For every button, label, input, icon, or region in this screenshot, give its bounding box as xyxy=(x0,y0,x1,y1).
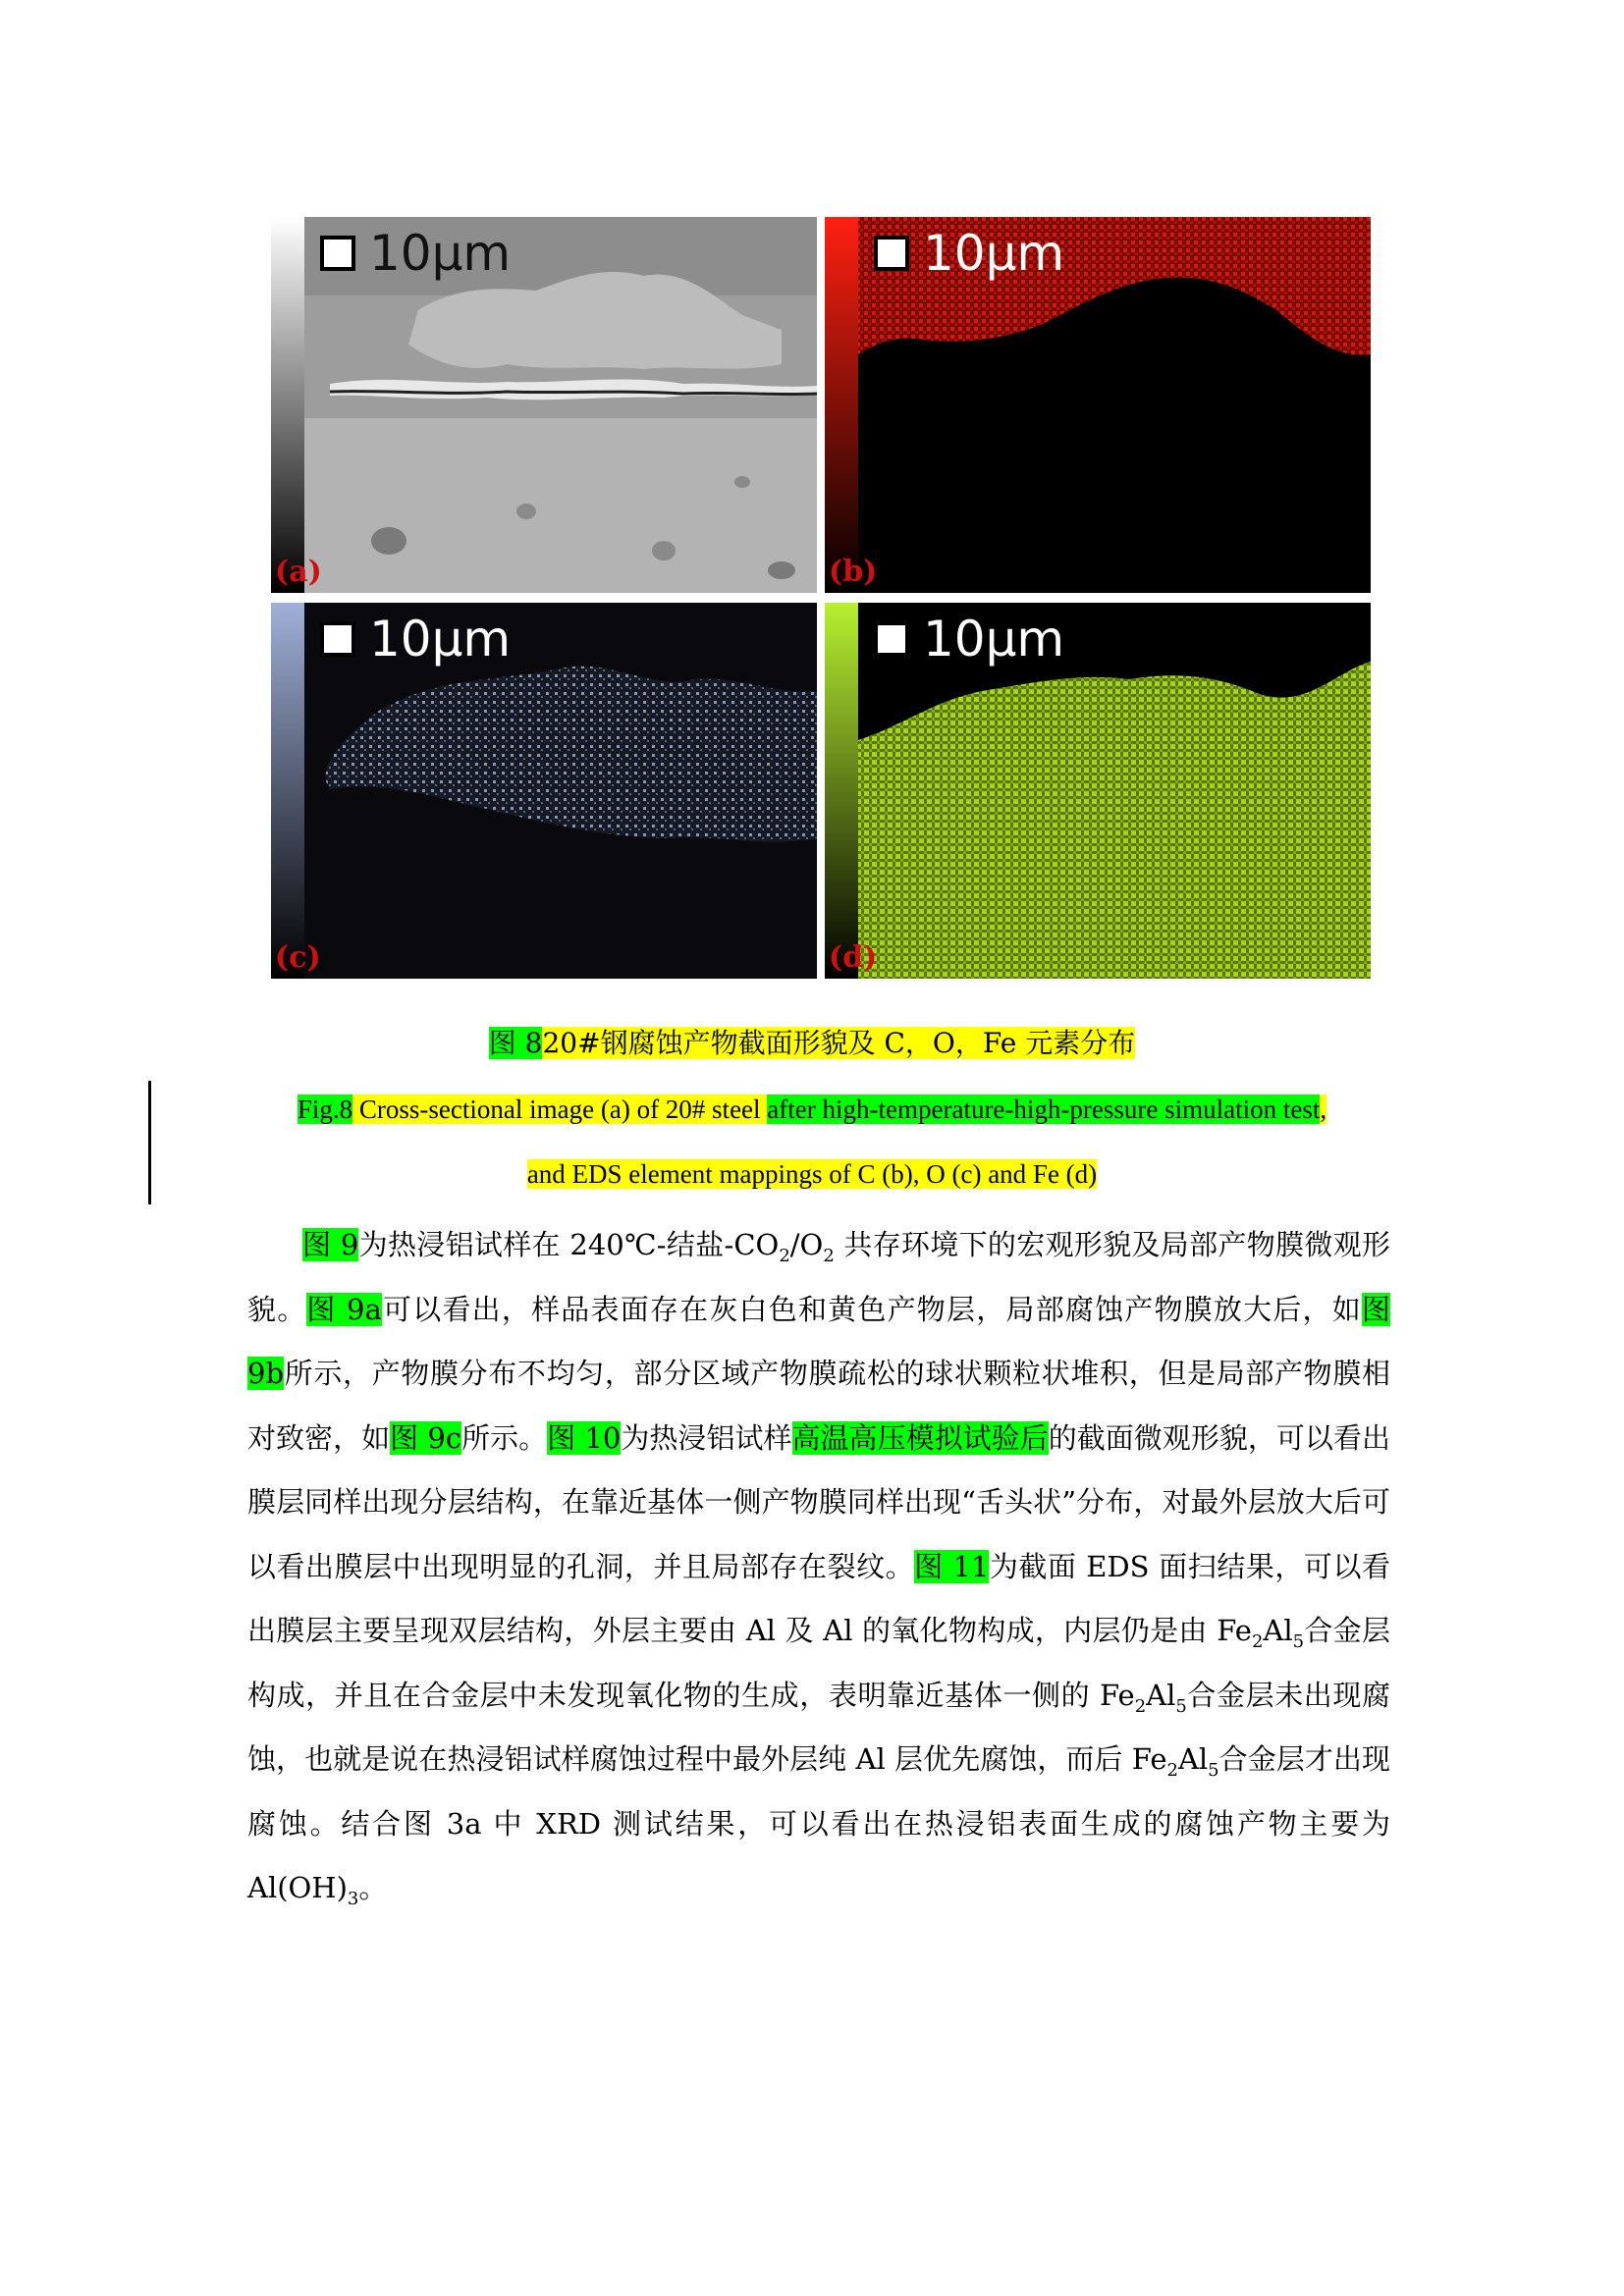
figure-ref: Fig.8 xyxy=(297,1095,353,1124)
figure-ref: 图 10 xyxy=(547,1420,622,1455)
subscript: 3 xyxy=(347,1888,359,1909)
text-run: 可以看出，样品表面存在灰白色和黄色产物层，局部腐蚀产物膜放大后，如 xyxy=(381,1292,1362,1326)
figure-ref: 图 9 xyxy=(302,1228,359,1261)
panel-b-carbon-map xyxy=(825,217,1371,593)
text-run: /O xyxy=(789,1228,824,1261)
figure-ref: 图 9b xyxy=(247,1292,1390,1390)
scale-bar xyxy=(874,225,1064,282)
panel-label: (b) xyxy=(829,555,878,589)
text-run: Al xyxy=(1263,1614,1293,1647)
subscript: 2 xyxy=(823,1245,835,1266)
panel-label: (c) xyxy=(275,940,321,975)
figure-ref: 图 9c xyxy=(390,1420,462,1455)
text-run: 合金层未出现腐蚀，也就是说在热浸铝试样腐蚀过程中最外层纯 Al 层优先腐蚀，而后 Fe xyxy=(247,1678,1390,1776)
subscript: 2 xyxy=(1166,1759,1178,1781)
scale-label: 10μm xyxy=(369,225,512,282)
scale-square-icon xyxy=(320,621,355,657)
panel-a-sem-image xyxy=(271,217,817,593)
caption-comma: , xyxy=(1320,1095,1327,1124)
subscript: 5 xyxy=(1292,1630,1305,1652)
text-run: 合金层才出现腐蚀。结合图 3a 中 XRD 测试结果，可以看出在热浸铝表面生成的腐蚀产物主要为 Al(OH) xyxy=(247,1742,1390,1904)
body-paragraph xyxy=(247,1213,1390,1921)
scale-square-icon xyxy=(874,236,909,271)
panel-label: (a) xyxy=(275,555,322,589)
scale-label: 10μm xyxy=(369,611,512,667)
subscript: 5 xyxy=(1208,1759,1219,1781)
text-run: 所示。 xyxy=(461,1420,548,1455)
text-highlight: 高温高压模拟试验后 xyxy=(791,1420,1049,1455)
figure-ref: 图 8 xyxy=(488,1027,543,1059)
subscript: 5 xyxy=(1175,1695,1187,1717)
caption-text: and EDS element mappings of C (b), O (c) and Fe (d) xyxy=(526,1159,1098,1189)
text-run: 共存环境下的宏观形貌及局部产物膜微观形貌。 xyxy=(247,1228,1390,1326)
text-run: 合金层构成，并且在合金层中未发现氧化物的生成，表明靠近基体一侧的 Fe xyxy=(247,1614,1390,1712)
text-run: 。 xyxy=(358,1871,388,1904)
text-run: Al xyxy=(1177,1742,1209,1776)
scale-label: 10μm xyxy=(923,225,1065,282)
figure-ref: 图 11 xyxy=(914,1549,990,1583)
scale-bar xyxy=(320,611,511,667)
subscript: 2 xyxy=(1251,1630,1264,1652)
panel-c-oxygen-map xyxy=(271,603,817,979)
subscript: 2 xyxy=(779,1245,790,1266)
text-run: 的截面微观形貌，可以看出膜层同样出现分层结构，在靠近基体一侧产物膜同样出现“舌头状”分布，对最外层放大后可以看出膜层中出现明显的孔洞，并且局部存在裂纹。 xyxy=(247,1420,1390,1583)
scale-square-icon xyxy=(320,236,355,271)
caption-text: 20#钢腐蚀产物截面形貌及 C，O，Fe 元素分布 xyxy=(542,1027,1136,1059)
caption-text: Cross-sectional image (a) of 20# steel xyxy=(352,1095,768,1124)
text-run: 所示，产物膜分布不均匀，部分区域产物膜疏松的球状颗粒状堆积，但是局部产物膜相对致密，如 xyxy=(247,1357,1390,1455)
text-run: 为热浸铝试样在 240℃-结盐-CO xyxy=(358,1228,780,1261)
paragraph xyxy=(247,1213,1390,1921)
scale-bar xyxy=(320,225,511,282)
panel-label: (d) xyxy=(829,940,878,975)
caption-english-line1 xyxy=(0,1088,1624,1131)
caption-chinese xyxy=(0,1022,1624,1065)
text-run: Al xyxy=(1146,1678,1176,1712)
scale-square-icon xyxy=(874,621,909,657)
panel-d-iron-map xyxy=(825,603,1371,979)
caption-english-line2 xyxy=(0,1152,1624,1196)
text-run: 为截面 EDS 面扫结果，可以看出膜层主要呈现双层结构，外层主要由 Al 及 Al 的氧化物构成，内层仍是由 Fe xyxy=(247,1549,1390,1647)
scale-bar xyxy=(874,611,1064,667)
caption-highlight: after high-temperature-high-pressure simulation test xyxy=(767,1095,1321,1124)
figure-8 xyxy=(271,217,1383,979)
text-run: 为热浸铝试样 xyxy=(621,1420,792,1455)
figure-ref: 图 9a xyxy=(306,1292,382,1326)
subscript: 2 xyxy=(1134,1695,1147,1717)
scale-label: 10μm xyxy=(923,611,1065,667)
